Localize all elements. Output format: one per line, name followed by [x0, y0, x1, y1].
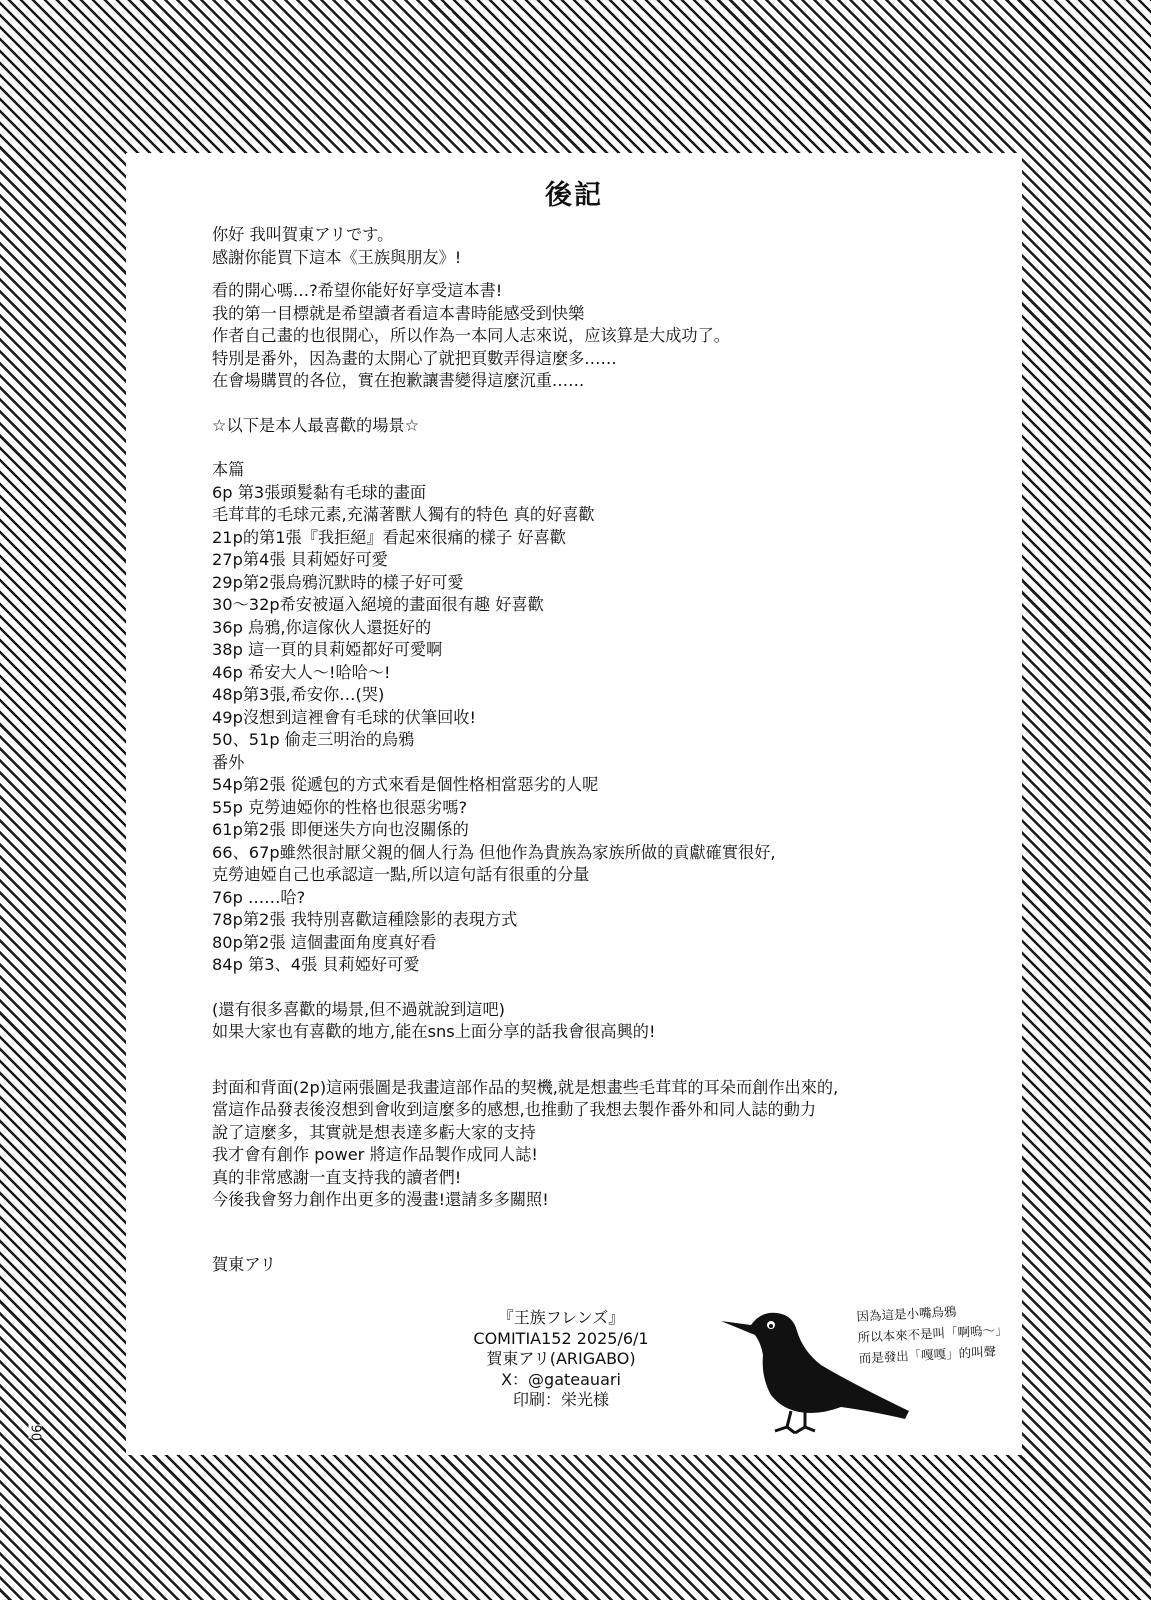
text-line: (還有很多喜歡的場景,但不過就說到這吧) [212, 999, 505, 1019]
page-number: 90 [27, 1424, 43, 1442]
main-story-label: 本篇 [212, 460, 245, 479]
list-item: 48p第3張,希安你…(哭) [212, 685, 385, 704]
note-line: 因為這是小嘴烏鴉 [856, 1303, 957, 1324]
intro-paragraph [212, 224, 1012, 269]
list-item: 78p第2張 我特別喜歡這種陰影的表現方式 [212, 910, 518, 929]
list-item: 46p 希安大人～!哈哈～! [212, 662, 391, 682]
text-line: 真的非常感謝一直支持我的讀者們! [212, 1167, 462, 1187]
main-story-favorites [212, 459, 1012, 977]
event-date: COMITIA152 2025/6/1 [473, 1328, 649, 1348]
circle-name: 賀東アリ(ARIGABO) [486, 1349, 636, 1368]
text-line: 我才會有創作 power 將這作品製作成同人誌! [212, 1145, 538, 1164]
x-account: X：@gateauari [501, 1369, 621, 1389]
text-line: 看的開心嗎…?希望你能好好享受這本書! [212, 281, 503, 300]
list-item: 50、51p 偷走三明治的烏鴉 [212, 730, 415, 749]
list-item: 84p 第3、4張 貝莉婭好可愛 [212, 955, 420, 974]
afterword-body [212, 224, 1012, 1276]
note-line: 而是發出「嘎嘎」的叫聲 [858, 1343, 997, 1366]
list-item: 49p沒想到這裡會有毛球的伏筆回收! [212, 707, 476, 727]
list-item: 80p第2張 這個畫面角度真好看 [212, 932, 437, 952]
text-line: 作者自己畫的也很開心，所以作為一本同人志來说，应该算是大成功了。 [212, 326, 730, 345]
note-line: 所以本來不是叫「啊嗚～」 [857, 1322, 1008, 1345]
list-item: 克勞迪婭自己也承認這一點,所以這句話有很重的分量 [212, 865, 590, 884]
list-item: 54p第2張 從遞包的方式來看是個性格相當惡劣的人呢 [212, 775, 599, 794]
text-line: 感謝你能買下這本《王族與朋友》! [212, 247, 462, 267]
author-name: 賀東アリ [212, 1254, 277, 1274]
extra-story-label: 番外 [212, 752, 245, 772]
page-title: 後記 [545, 180, 603, 211]
colophon [436, 1308, 686, 1411]
closing-paragraph [212, 1077, 1012, 1212]
text-line: 說了這麼多，其實就是想表達多虧大家的支持 [212, 1122, 536, 1142]
text-line: 你好 我叫賀東アリです。 [212, 225, 394, 244]
list-item: 76p ……哈? [212, 887, 306, 907]
afterword-panel [126, 153, 1022, 1455]
book-title: 『王族フレンズ』 [497, 1308, 625, 1327]
list-item: 毛茸茸的毛球元素,充滿著獸人獨有的特色 真的好喜歡 [212, 505, 595, 524]
list-item: 36p 烏鴉,你這傢伙人還挺好的 [212, 617, 432, 637]
list-item: 55p 克勞迪婭你的性格也很惡劣嗎? [212, 797, 468, 817]
list-item: 30～32p希安被逼入絕境的畫面很有趣 好喜歡 [212, 595, 544, 614]
text-line: 封面和背面(2p)這兩張圖是我畫這部作品的契機,就是想畫些毛茸茸的耳朵而創作出來的, [212, 1077, 839, 1097]
text-line: 我的第一目標就是希望讀者看這本書時能感受到快樂 [212, 303, 585, 323]
crow-handwritten-note [856, 1298, 1019, 1369]
list-item: 61p第2張 即便迷失方向也沒關係的 [212, 820, 469, 839]
crow-pupil [769, 1324, 773, 1328]
text-line: 如果大家也有喜歡的地方,能在sns上面分享的話我會很高興的! [212, 1022, 656, 1041]
crow-legs [775, 1411, 815, 1433]
text-line: 當這作品發表後沒想到會收到這麼多的感想,也推動了我想去製作番外和同人誌的動力 [212, 1100, 817, 1119]
list-item: 6p 第3張頭髮黏有毛球的畫面 [212, 482, 427, 502]
favorites-heading [212, 415, 1012, 438]
more-scenes-paragraph [212, 999, 1012, 1044]
list-item: 21p的第1張『我拒絕』看起來很痛的樣子 好喜歡 [212, 527, 566, 547]
list-item: 27p第4張 貝莉婭好可愛 [212, 550, 388, 569]
message-paragraph [212, 280, 1012, 393]
list-item: 38p 這一頁的貝莉婭都好可愛啊 [212, 640, 443, 659]
text-line: 在會場購買的各位，實在抱歉讓書變得這麼沉重…… [212, 371, 585, 390]
list-item: 29p第2張烏鴉沉默時的樣子好可愛 [212, 572, 464, 592]
list-item: 66、67p雖然很討厭父親的個人行為 但他作為貴族為家族所做的貢獻確實很好, [212, 842, 776, 862]
printer: 印刷：栄光様 [512, 1390, 609, 1409]
text-line: 特別是番外，因為畫的太開心了就把頁數弄得這麼多…… [212, 348, 617, 368]
favorites-heading-text: ☆以下是本人最喜歡的場景☆ [212, 415, 420, 435]
text-line: 今後我會努力創作出更多的漫畫!還請多多關照! [212, 1190, 549, 1209]
author-signature [212, 1254, 1012, 1277]
